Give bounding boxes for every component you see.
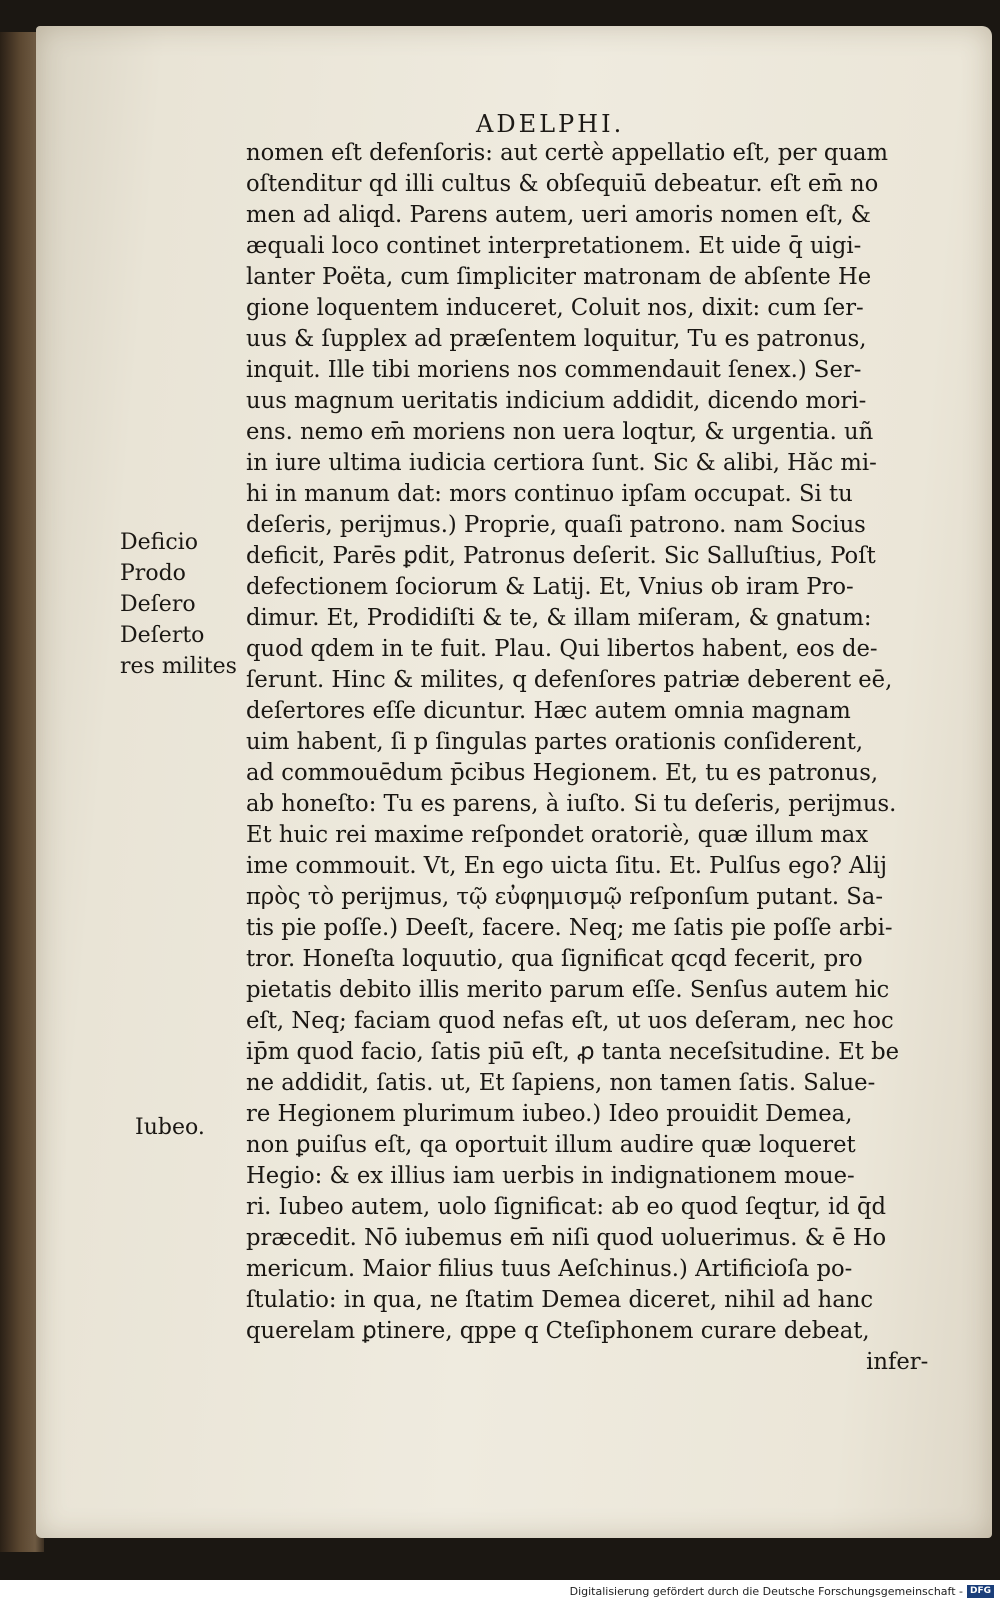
text-line: in iure ultima iudicia certiora ſunt. Sic & alibi, Hăc mi- — [246, 450, 877, 476]
running-head: ADELPHI. — [476, 110, 625, 138]
text-line: deſeris, perijmus.) Proprie, quaſi patrono. nam Socius — [246, 512, 866, 538]
text-line: quod qdem in te fuit. Plau. Qui libertos habent, eos de- — [246, 636, 878, 662]
text-line: ri. Iubeo autem, uolo ſignificat: ab eo quod ſeqtur, id q̄d — [246, 1194, 887, 1220]
marginal-note-deserto: Deſerto — [120, 623, 205, 648]
credit-text: Digitalisierung gefördert durch die Deutsche Forschungsgemeinschaft - — [569, 1585, 963, 1598]
text-line: hi in manum dat: mors continuo ipſam occupat. Si tu — [246, 481, 853, 507]
text-line: ime commouit. Vt, En ego uicta ſitu. Et. Pulſus ego? Alij — [246, 853, 887, 879]
text-line: mericum. Maior filius tuus Aeſchinus.) Artificioſa po- — [246, 1256, 853, 1282]
text-line: æquali loco continet interpretationem. Et uide q̄ uigi- — [246, 233, 862, 259]
text-line: ens. nemo em̄ moriens non uera loqtur, & urgentia. uñ — [246, 419, 874, 445]
marginal-note-deficio: Deficio — [120, 530, 198, 555]
text-line: oſtenditur qd illi cultus & obſequiū debeatur. eſt em̄ no — [246, 171, 879, 197]
dfg-logo: DFG — [967, 1585, 994, 1598]
text-line: ip̄m quod facio, ſatis piū eſt, ꝓ tanta neceſsitudine. Et be — [246, 1039, 900, 1065]
text-line: deficit, Parēs ꝑdit, Patronus deſerit. Sic Salluſtius, Poſt — [246, 543, 876, 569]
text-line: ad commouēdum p̄cibus Hegionem. Et, tu es patronus, — [246, 760, 879, 786]
text-line: deſertores eſſe dicuntur. Hæc autem omnia magnam — [246, 698, 851, 724]
text-line: pietatis debito illis merito parum eſſe. Senſus autem hic — [246, 977, 890, 1003]
text-line: infer- — [866, 1349, 929, 1375]
marginal-note-res-milites: res milites — [120, 654, 237, 679]
text-line: Hegio: & ex illius iam uerbis in indignationem moue- — [246, 1163, 855, 1189]
text-line: uus & ſupplex ad præſentem loquitur, Tu es patronus, — [246, 326, 867, 352]
marginal-note-desero: Deſero — [120, 592, 196, 617]
text-line: ab honeſto: Tu es parens, à iuſto. Si tu deſeris, perijmus. — [246, 791, 897, 817]
text-line: querelam ꝑtinere, qppe q Cteſiphonem curare debeat, — [246, 1318, 870, 1344]
text-line: tis pie poſſe.) Deeſt, facere. Neq; me ſatis pie poſſe arbi- — [246, 915, 893, 941]
text-line: tror. Honeſta loquutio, qua ſignificat qcqd fecerit, pro — [246, 946, 863, 972]
text-line: Et huic rei maxime reſpondet oratoriè, quæ illum max — [246, 822, 869, 848]
text-line: ſtulatio: in qua, ne ſtatim Demea diceret, nihil ad hanc — [246, 1287, 874, 1313]
marginal-note-prodo: Prodo — [120, 561, 186, 586]
text-line: πρὸς τὸ perijmus, τῷ εὐφημισμῷ reſponſum putant. Sa- — [246, 884, 884, 910]
text-line: non ꝑuiſus eſt, qa oportuit illum audire quæ loqueret — [246, 1132, 856, 1158]
text-line: lanter Poëta, cum ſimpliciter matronam de abſente He — [246, 264, 872, 290]
text-line: defectionem ſociorum & Latij. Et, Vnius ob iram Pro- — [246, 574, 854, 600]
text-line: re Hegionem plurimum iubeo.) Ideo prouidit Demea, — [246, 1101, 853, 1127]
marginal-note-iubeo: Iubeo. — [135, 1115, 205, 1140]
text-line: nomen eſt defenſoris: aut certè appellatio eſt, per quam — [246, 140, 888, 166]
text-line: inquit. Ille tibi moriens nos commendauit ſenex.) Ser- — [246, 357, 862, 383]
text-line: uus magnum ueritatis indicium addidit, dicendo mori- — [246, 388, 867, 414]
text-line: eſt, Neq; faciam quod nefas eſt, ut uos deſeram, nec hoc — [246, 1008, 894, 1034]
text-line: præcedit. Nō iubemus em̄ niſi quod uoluerimus. & ē Ho — [246, 1225, 887, 1251]
text-line: ſerunt. Hinc & milites, q defenſores patriæ deberent eē, — [246, 667, 893, 693]
text-line: dimur. Et, Prodidiſti & te, & illam miſeram, & gnatum: — [246, 605, 872, 631]
text-line: gione loquentem induceret, Coluit nos, dixit: cum ſer- — [246, 295, 864, 321]
text-line: ne addidit, ſatis. ut, Et ſapiens, non tamen ſatis. Salue- — [246, 1070, 876, 1096]
text-line: uim habent, ſi p ſingulas partes orationis conſiderent, — [246, 729, 864, 755]
digitization-credit — [570, 1585, 994, 1598]
commentary-text — [246, 138, 956, 1378]
text-line: men ad aliqd. Parens autem, ueri amoris nomen eſt, & — [246, 202, 872, 228]
